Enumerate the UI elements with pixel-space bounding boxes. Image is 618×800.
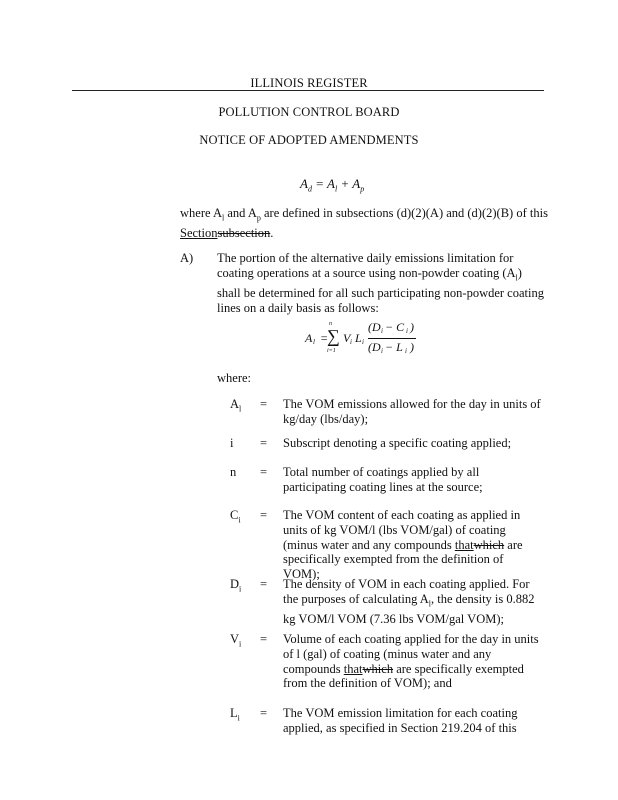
deleted-text: which	[362, 661, 394, 676]
deleted-text: which	[473, 537, 505, 552]
header-rule	[72, 90, 544, 91]
subsection-text: The portion of the alternative daily emissions limitation for coating operations at a source using non-powder coating $(A_l)$ shall be determined for all such participating non-powder coating lines on a daily basis as follows:	[217, 251, 544, 316]
register-header: ILLINOIS REGISTER	[250, 76, 368, 90]
deleted-text: subsection	[217, 225, 271, 240]
where-clause-1: where $A_l$ and $A_p$ are defined in subsections (d)(2)(A) and (d)(2)(B) of this Sectionsubsection.	[180, 206, 548, 240]
inserted-text: that	[454, 537, 474, 552]
notice-title: NOTICE OF ADOPTED AMENDMENTS	[199, 133, 419, 147]
fraction-bar	[368, 338, 416, 339]
board-name: POLLUTION CONTROL BOARD	[218, 105, 400, 119]
formula-al: A l = n ∑ i=1 V i L i (D i − C i ) (D i − L i )	[305, 320, 414, 355]
document-page: ILLINOIS REGISTER POLLUTION CONTROL BOARD NOTICE OF ADOPTED AMENDMENTS $A_d = A_l + A_p$ where $A_l$ and $A_p$ are defined in subsections (d)(2)(A) and (d)(2)(B) of this Sectionsubsection. A) The portion of the alternative daily emissions limitation for coating operations at a source using non-powder coating $(A_l)$ shall be determined for all such participating non-powder coating lines on a daily basis as follows: A l = n ∑ i=1 V i L i (D i − C i ) (D i − L i ) where: $A_l$ = The VOM emissions allowed for the day in units of kg/day (lbs/day); i = Subscript denoting a specific coating applied; n = Total number of coatings applied by all participating coating lines at the source; $C_i$ = The VOM content of each coating as applied in units of kg VOM/l (lbs VOM/gal) of coating (minus water and any compounds thatwhich are specifically exempted from the definition of VOM); $D_i$ = The density of VOM in each coating applied. For the purposes of calculating $A_l$, the density is 0.882 kg VOM/l VOM (7.36 lbs VOM/gal VOM); $V_i$ = Volume of each coating applied for the day in units of l (gal) of coating (minus water and any compounds thatwhich are specifically exempted from the definition of VOM); and $L_i$ = The VOM emission limitation for each coating applied, as specified in Section 219.204 of this	[0, 0, 618, 800]
where-label: where:	[217, 371, 252, 385]
formula-ad: $A_d = A_l + A_p$	[300, 176, 365, 194]
inserted-text: Section	[180, 225, 218, 240]
inserted-text: that	[343, 661, 363, 676]
subsection-label: A)	[180, 251, 194, 265]
